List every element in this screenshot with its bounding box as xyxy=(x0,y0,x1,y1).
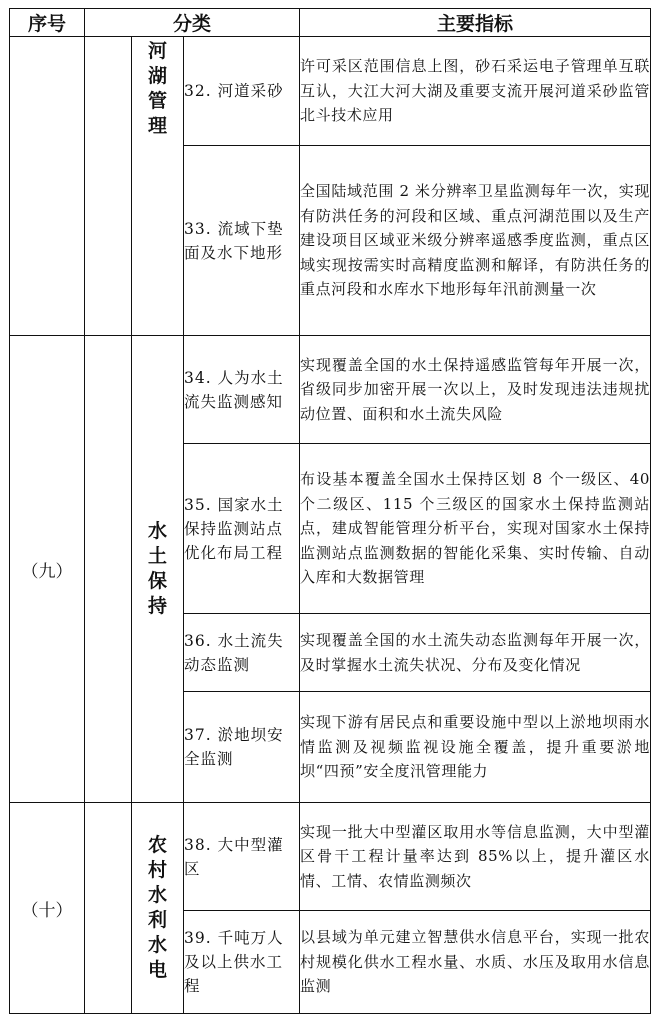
blank-cell xyxy=(85,336,132,803)
subcategory-label: 水土保持 xyxy=(147,520,167,617)
table-row xyxy=(10,803,651,911)
indicator-cell: 以县域为单元建立智慧供水信息平台，实现一批农村规模化供水工程水量、水质、水压及取用水信息监测 xyxy=(300,911,651,1014)
indicator-cell: 布设基本覆盖全国水土保持区划 8 个一级区、40 个二级区、115 个三级区的国家水土保持监测站点，建成智能管理分析平台，实现对国家水土保持监测站点监测数据的智能化采集、实时传输、自动入库和大数据管理 xyxy=(300,444,651,614)
table-row xyxy=(10,336,651,444)
header-seq: 序号 xyxy=(10,9,85,37)
indicator-cell: 实现一批大中型灌区取用水等信息监测，大中型灌区骨干工程计量率达到 85%以上，提升灌区水情、工情、农情监测频次 xyxy=(300,803,651,911)
item-cell: 38. 大中型灌区 xyxy=(184,803,300,911)
blank-cell xyxy=(85,803,132,1014)
header-indicator: 主要指标 xyxy=(300,9,651,37)
subcategory-cell xyxy=(132,336,184,803)
seq-cell: （十） xyxy=(10,803,85,1014)
table-row xyxy=(10,37,651,146)
indicator-table xyxy=(9,8,651,1014)
seq-cell xyxy=(10,37,85,336)
item-cell: 36. 水土流失动态监测 xyxy=(184,614,300,692)
item-cell: 32. 河道采砂 xyxy=(184,37,300,146)
indicator-cell: 全国陆域范围 2 米分辨率卫星监测每年一次，实现有防洪任务的河段和区域、重点河湖范围以及生产建设项目区域亚米级分辨率遥感季度监测，重点区域实现按需实时高精度监测和解译，有防洪任务的重点河段和水库水下地形每年汛前测量一次 xyxy=(300,146,651,336)
subcategory-cell xyxy=(132,803,184,1014)
indicator-cell: 实现下游有居民点和重要设施中型以上淤地坝雨水情监测及视频监视设施全覆盖，提升重要淤地坝“四预”安全度汛管理能力 xyxy=(300,692,651,803)
indicator-cell: 许可采区范围信息上图，砂石采运电子管理单互联互认，大江大河大湖及重要支流开展河道采砂监管北斗技术应用 xyxy=(300,37,651,146)
item-cell: 35. 国家水土保持监测站点优化布局工程 xyxy=(184,444,300,614)
subcategory-label: 河湖管理 xyxy=(147,40,167,137)
indicator-cell: 实现覆盖全国的水土保持遥感监管每年开展一次，省级同步加密开展一次以上，及时发现违法违规扰动位置、面积和水土流失风险 xyxy=(300,336,651,444)
header-category: 分类 xyxy=(85,9,300,37)
indicator-cell: 实现覆盖全国的水土流失动态监测每年开展一次，及时掌握水土流失状况、分布及变化情况 xyxy=(300,614,651,692)
subcategory-cell xyxy=(132,37,184,336)
item-cell: 34. 人为水土流失监测感知 xyxy=(184,336,300,444)
item-cell: 39. 千吨万人及以上供水工程 xyxy=(184,911,300,1014)
item-cell: 33. 流域下垫面及水下地形 xyxy=(184,146,300,336)
table-header-row xyxy=(10,9,651,37)
seq-cell: （九） xyxy=(10,336,85,803)
subcategory-label: 农村水利水电 xyxy=(147,834,167,981)
item-cell: 37. 淤地坝安全监测 xyxy=(184,692,300,803)
blank-cell xyxy=(85,37,132,336)
